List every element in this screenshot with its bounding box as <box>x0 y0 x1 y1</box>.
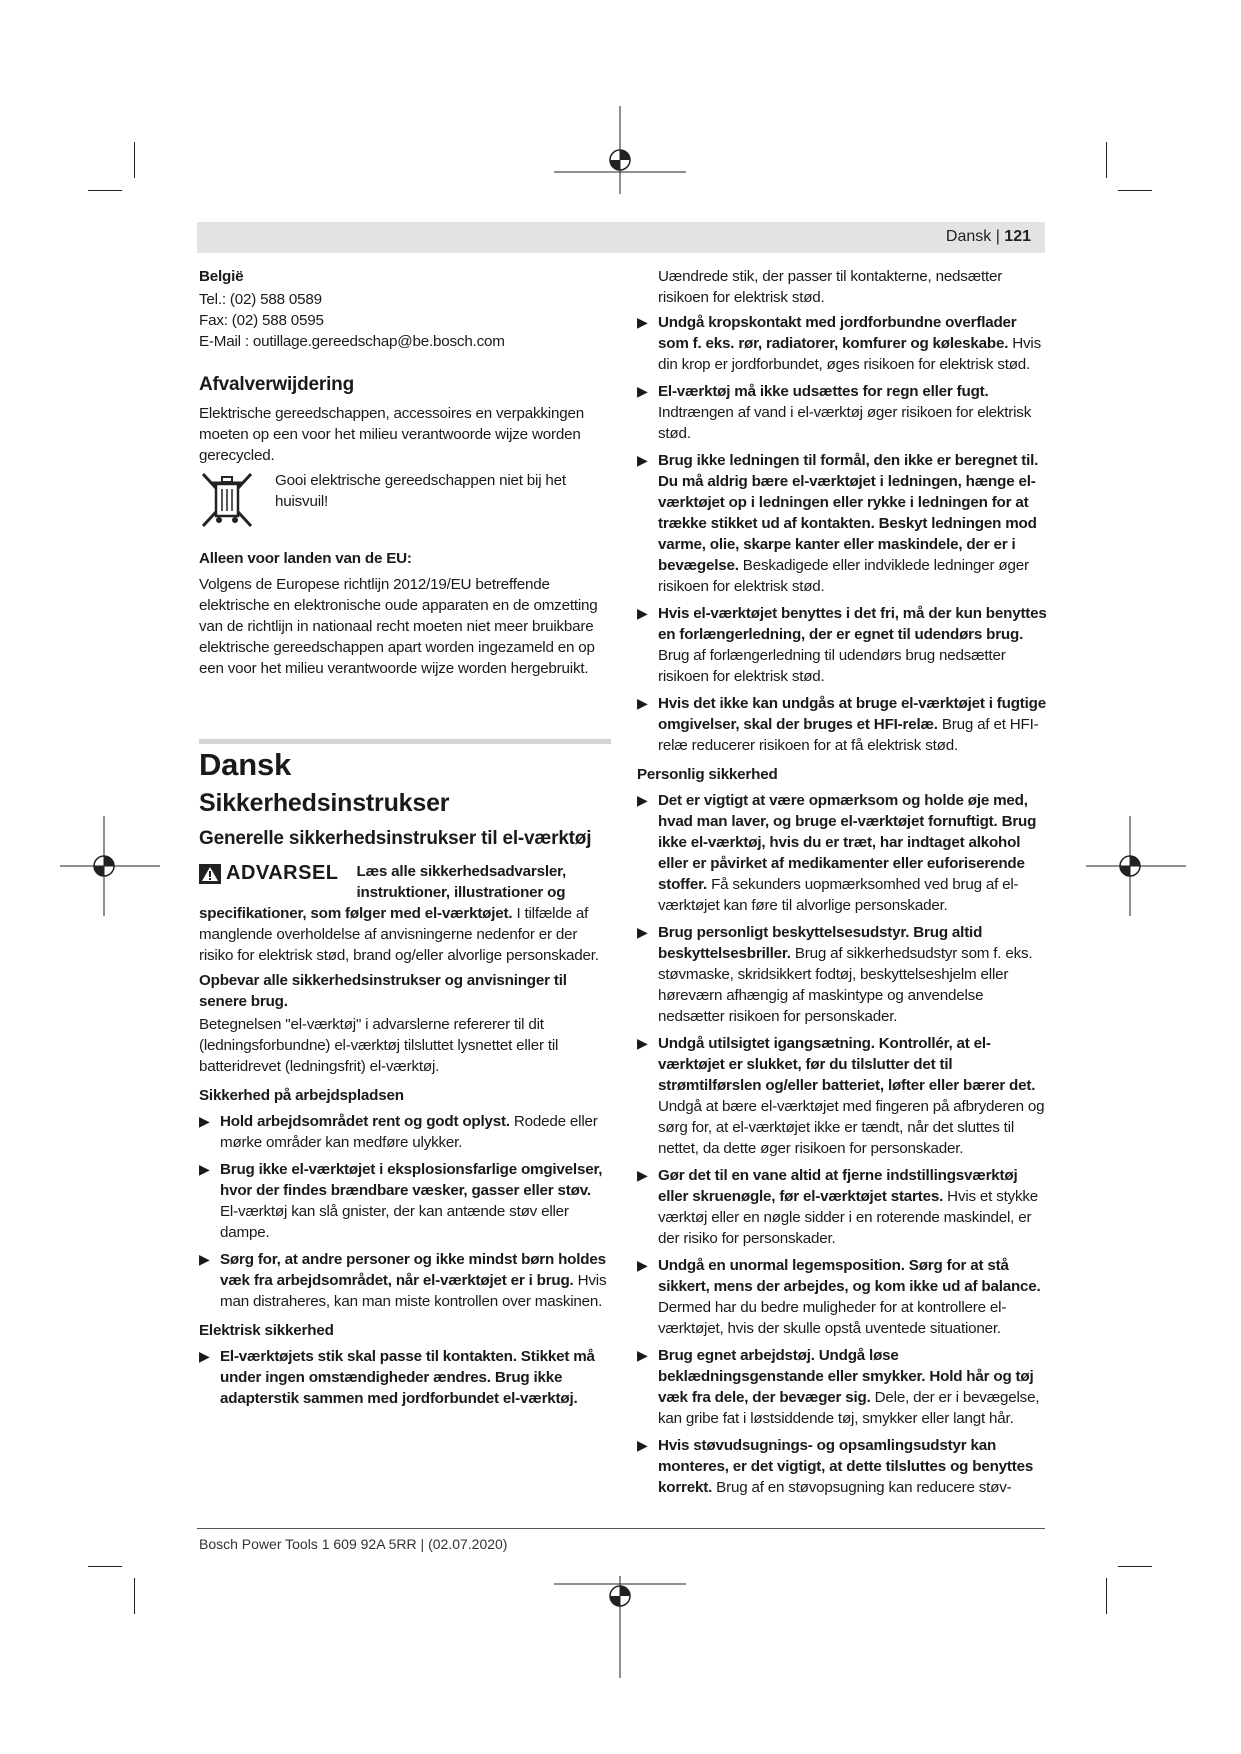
item-text: Brug af et HFI-relæ reducerer risikoen for at få elektrisk stød. <box>658 716 1039 754</box>
list-item <box>637 603 1051 687</box>
afval-heading: Afvalverwijdering <box>199 374 354 395</box>
crop-mark <box>1118 190 1152 191</box>
electrical-heading: Elektrisk sikkerhed <box>199 1322 334 1339</box>
crop-mark <box>88 190 122 191</box>
right-column <box>637 266 1051 1504</box>
crop-mark <box>134 142 135 178</box>
item-text: Hvis man distraheres, kan man miste kontrollen over maskinen. <box>220 1272 607 1310</box>
page-header <box>197 222 1045 253</box>
belgie-title: België <box>199 268 244 285</box>
crop-mark <box>134 1578 135 1614</box>
weee-text: Gooi elektrische gereedschappen niet bij het huisvuil! <box>275 472 566 510</box>
list-item <box>199 1111 611 1153</box>
item-text: El-værktøj kan slå gnister, der kan antænde støv eller dampe. <box>220 1203 569 1241</box>
warning-text: I tilfælde af manglende overholdelse af anvisningerne nedenfor er der risiko for elektrisk stød, brand og/eller alvorlige personskader. <box>199 905 599 964</box>
afval-para: Elektrische gereedschappen, accessoires en verpakkingen moeten op een voor het milieu verantwoorde wijze worden gerecycled. <box>199 405 584 464</box>
item-bold: Brug ikke el-værktøjet i eksplosionsfarlige omgivelser, hvor der findes brændbare væsker, gasser eller støv. <box>220 1161 603 1199</box>
bullet-arrow-icon: ▶ <box>637 924 648 940</box>
list-item <box>637 1165 1051 1249</box>
warning-triangle-icon <box>199 864 221 884</box>
personal-heading: Personlig sikkerhed <box>637 766 778 783</box>
item-text: Rodede eller mørke områder kan medføre ulykker. <box>220 1113 598 1151</box>
item-bold: Brug personligt beskyttelsesudstyr. Brug altid beskyttelsesbriller. <box>658 924 983 962</box>
bullet-arrow-icon: ▶ <box>637 605 648 621</box>
list-item <box>637 1345 1051 1429</box>
item-bold: Sørg for, at andre personer og ikke mindst børn holdes væk fra arbejdsområdet, når el-værktøjet er i brug. <box>220 1251 606 1289</box>
item-text: Hvis et stykke værktøj eller en nøgle sidder i en roterende maskindel, er der risiko for personskader. <box>658 1188 1039 1247</box>
item-text: Undgå at bære el-værktøjet med fingeren på afbryderen og sørg for, at el-værktøjet ikke er tændt, når det sluttes til nettet, da dette øger risikoen for personskader. <box>658 1098 1045 1157</box>
weee-block <box>199 470 611 534</box>
eu-heading: Alleen voor landen van de EU: <box>199 550 412 567</box>
item-text: Dele, der er i bevægelse, kan gribe fat i løstsiddende tøj, smykker eller langt hår. <box>658 1389 1040 1427</box>
item-bold: Hold arbejdsområdet rent og godt oplyst. <box>220 1113 510 1130</box>
dansk-title: Dansk <box>199 747 292 782</box>
list-item <box>637 1435 1051 1498</box>
registration-mark-icon <box>60 816 160 916</box>
item-bold: El-værktøjets stik skal passe til kontakten. Stikket må under ingen omstændigheder ændres. Brug ikke adapterstik sammen med jordforbundet el-værktøj. <box>220 1348 595 1407</box>
safety-title: Sikkerhedsinstrukser <box>199 789 450 817</box>
page-number: 121 <box>1004 228 1031 245</box>
registration-mark-icon <box>554 1568 686 1678</box>
general-safety-title: Generelle sikkerhedsinstrukser til el-værktøj <box>199 828 592 849</box>
belgie-fax: Fax: (02) 588 0595 <box>199 312 324 329</box>
list-item <box>637 381 1051 444</box>
header-language: Dansk <box>945 228 992 245</box>
warning-block <box>199 861 611 966</box>
item-bold: Gør det til en vane altid at fjerne indstillingsværktøj eller skruenøgle, før el-værktøjet startes. <box>658 1167 1018 1205</box>
definition: Betegnelsen "el-værktøj" i advarslerne refererer til dit (ledningsforbundne) el-værktøj tilsluttet lysnettet eller til batteridrevet (ledningsfrit) el-værktøj. <box>199 1016 559 1075</box>
item-text: Få sekunders uopmærksomhed ved brug af el-værktøjet kan føre til alvorlige personskader. <box>658 876 1019 914</box>
eu-para: Volgens de Europese richtlijn 2012/19/EU betreffende elektrische en elektronische oude apparaten en de omzetting van de richtlijn in nationaal recht moeten niet meer bruikbare elektrische gereedschappen apart worden ingezameld en op een voor het milieu verantwoorde wijze worden hergebruikt. <box>199 576 598 677</box>
bullet-arrow-icon: ▶ <box>637 1437 648 1453</box>
belgie-email: E-Mail : outillage.gereedschap@be.bosch.com <box>199 333 505 350</box>
list-item <box>637 312 1051 375</box>
continuation-text: Uændrede stik, der passer til kontakterne, nedsætter risikoen for elektrisk stød. <box>658 268 1003 306</box>
crop-mark <box>88 1566 122 1567</box>
section-divider <box>199 739 611 744</box>
footer-divider <box>197 1528 1045 1529</box>
bullet-arrow-icon: ▶ <box>199 1113 210 1129</box>
list-item <box>637 693 1051 756</box>
list-item <box>199 1159 611 1243</box>
bullet-arrow-icon: ▶ <box>637 1035 648 1051</box>
crop-mark <box>1118 1566 1152 1567</box>
bullet-arrow-icon: ▶ <box>637 1167 648 1183</box>
item-bold: Undgå utilsigtet igangsætning. Kontrollér, at el-værktøjet er slukket, før du tilslutter det til strømtilførslen og/eller batteriet, løfter eller bærer det. <box>658 1035 1036 1094</box>
item-bold: Det er vigtigt at være opmærksom og holde øje med, hvad man laver, og bruge el-værktøjet fornuftigt. Brug ikke el-værktøj, hvis du er træt, har indtaget alkohol eller er påvirket af medikamenter eller euforiserende stoffer. <box>658 792 1037 893</box>
header-text: Dansk | 121 <box>945 228 1031 245</box>
personal-list <box>637 790 1051 1498</box>
page-footer: Bosch Power Tools 1 609 92A 5RR | (02.07.2020) <box>199 1536 508 1552</box>
warning-label <box>199 863 339 884</box>
list-item <box>637 790 1051 916</box>
item-bold: El-værktøj må ikke udsættes for regn eller fugt. <box>658 383 989 400</box>
item-text: Hvis din krop er jordforbundet, øges risikoen for elektrisk stød. <box>658 335 1041 373</box>
item-bold: Hvis det ikke kan undgås at bruge el-værktøjet i fugtige omgivelser, skal der bruges et HFI-relæ. <box>658 695 1046 733</box>
electrical-list <box>637 312 1051 756</box>
item-bold: Hvis støvudsugnings- og opsamlingsudstyr kan monteres, er det vigtigt, at dette tilsluttes og benyttes korrekt. <box>658 1437 1034 1496</box>
list-item <box>637 1255 1051 1339</box>
bullet-arrow-icon: ▶ <box>637 383 648 399</box>
workplace-heading: Sikkerhed på arbejdspladsen <box>199 1087 404 1104</box>
item-text: Beskadigede eller indviklede ledninger øger risikoen for elektrisk stød. <box>658 557 1029 595</box>
bullet-arrow-icon: ▶ <box>637 792 648 808</box>
warning-bold: Læs alle sikkerhedsadvarsler, instruktioner, illustrationer og specifikationer, som følger med el-værktøjet. <box>199 863 567 922</box>
item-text: Brug af sikkerhedsudstyr som f. eks. støvmaske, skridsikkert fodtøj, beskyttelseshjelm eller høreværn afhængig af maskintype og anvendelse nedsætter risikoen for personskader. <box>658 945 1033 1025</box>
bullet-arrow-icon: ▶ <box>637 1257 648 1273</box>
bullet-arrow-icon: ▶ <box>637 695 648 711</box>
bullet-arrow-icon: ▶ <box>637 1347 648 1363</box>
bullet-arrow-icon: ▶ <box>199 1251 210 1267</box>
warning-label-text: ADVARSEL <box>226 862 339 884</box>
item-bold: Undgå kropskontakt med jordforbundne overflader som f. eks. rør, radiatorer, komfurer og køleskabe. <box>658 314 1017 352</box>
bullet-arrow-icon: ▶ <box>637 314 648 330</box>
belgie-tel: Tel.: (02) 588 0589 <box>199 291 322 308</box>
item-bold: Undgå en unormal legemsposition. Sørg for at stå sikkert, mens der arbejdes, og kom ikke ud af balance. <box>658 1257 1041 1295</box>
bullet-arrow-icon: ▶ <box>199 1348 210 1364</box>
crop-mark <box>1106 142 1107 178</box>
bullet-arrow-icon: ▶ <box>637 452 648 468</box>
list-item <box>637 1033 1051 1159</box>
bullet-arrow-icon: ▶ <box>199 1161 210 1177</box>
list-item <box>199 1346 611 1409</box>
item-text: Brug af forlængerledning til udendørs brug nedsætter risikoen for elektrisk stød. <box>658 647 1006 685</box>
item-bold: Hvis el-værktøjet benyttes i det fri, må der kun benyttes en forlængerledning, der er egnet til udendørs brug. <box>658 605 1047 643</box>
item-text: Brug af en støvopsugning kan reducere støv- <box>716 1479 1012 1496</box>
list-item <box>199 1249 611 1312</box>
workplace-list <box>199 1111 611 1312</box>
item-text: Indtrængen af vand i el-værktøj øger risikoen for elektrisk stød. <box>658 404 1032 442</box>
crop-mark <box>1106 1578 1107 1614</box>
crossed-bin-icon <box>199 470 255 530</box>
item-bold: Brug ikke ledningen til formål, den ikke er beregnet til. Du må aldrig bære el-værktøjet i ledningen, hænge el-værktøjet op i ledningen eller rykke i ledningen for at trække stikket ud af kontakten. Beskyt ledningen mod varme, olie, skarpe kanter eller maskindele, der er i bevægelse. <box>658 452 1039 574</box>
item-text: Dermed har du bedre muligheder for at kontrollere el-værktøjet, hvis der skulle opstå uventede situationer. <box>658 1299 1007 1337</box>
registration-mark-icon <box>554 106 686 216</box>
item-bold: Brug egnet arbejdstøj. Undgå løse beklædningsgenstande eller smykker. Hold hår og tøj væk fra dele, der bevæger sig. <box>658 1347 1034 1406</box>
left-column <box>199 266 611 1415</box>
list-item <box>637 922 1051 1027</box>
list-item <box>637 450 1051 597</box>
registration-mark-icon <box>1086 816 1186 916</box>
keep-instructions: Opbevar alle sikkerhedsinstrukser og anvisninger til senere brug. <box>199 972 567 1010</box>
